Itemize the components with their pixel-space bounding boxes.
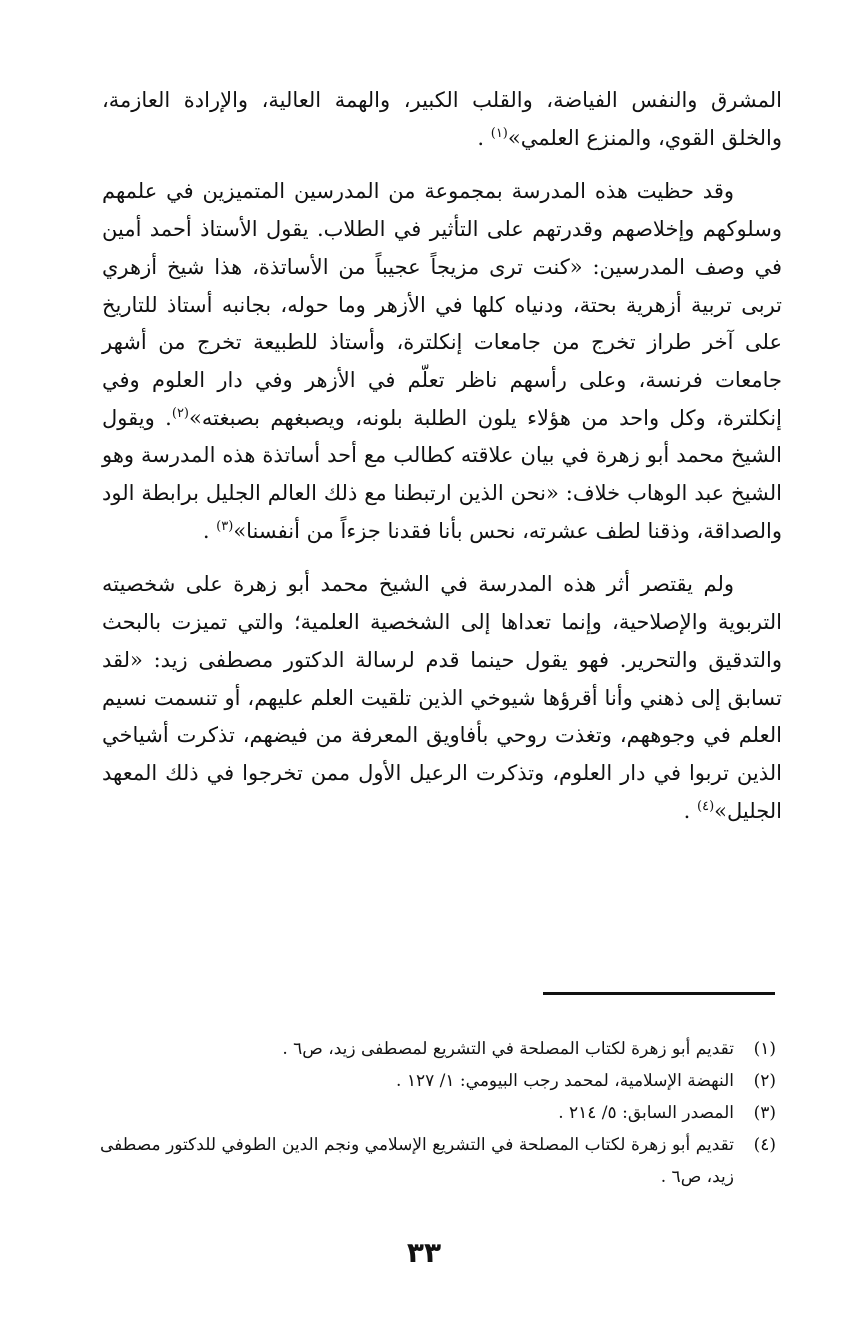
footnote-text: تقديم أبو زهرة لكتاب المصلحة في التشريع لمصطفى زيد، ص٦ . <box>282 1039 734 1059</box>
footnote-separator <box>543 992 775 995</box>
paragraph-2 <box>102 173 782 550</box>
paragraph-1 <box>102 82 782 157</box>
footnote-ref: (٢) <box>171 405 189 421</box>
footnote-item <box>100 1129 776 1193</box>
paragraph-text: المشرق والنفس الفياضة، والقلب الكبير، والهمة العالية، والإرادة العازمة، والخلق القوي، والمنزع العلمي» <box>102 88 782 150</box>
footnote-text: النهضة الإسلامية، لمحمد رجب البيومي: ١/ ١٢٧ . <box>396 1071 734 1091</box>
footnote-number: (٣) <box>753 1103 776 1123</box>
paragraph-text: وقد حظيت هذه المدرسة بمجموعة من المدرسين المتميزين في علمهم وسلوكهم وإخلاصهم وقدرتهم على التأثير في الطلاب. يقول الأستاذ أحمد أمين في وصف المدرسين: «كنت ترى مزيجاً عجيباً من الأساتذة، هذا شيخ أزهري تربى تربية أزهرية بحتة، ودنياه كلها في الأزهر وما حوله، بجانبه أستاذ للتاريخ على آخر طراز تخرج من جامعات إنكلترة، وأستاذ للطبيعة تخرج من أشهر جامعات فرنسة، وعلى رأسهم ناظر تعلّم في الأزهر وفي دار العلوم وفي إنكلترة، وكل واحد من هؤلاء يلون الطلبة بلونه، ويصبغهم بصبغته» <box>102 179 782 430</box>
paragraph-text-continued: . ويقول الشيخ محمد أبو زهرة في بيان علاقته كطالب مع أحد أساتذة هذه المدرسة وهو الشيخ عبد الوهاب خلاف: «نحن الذين ارتبطنا مع ذلك العالم الجليل برابطة الود والصداقة، وذقنا لطف عشرته، نحس بأنا فقدنا جزءاً من أنفسنا» <box>102 405 782 543</box>
footnotes <box>100 1033 776 1193</box>
main-text <box>102 82 782 830</box>
footnote-number: (٢) <box>753 1071 776 1091</box>
paragraph-end: . <box>683 798 698 823</box>
paragraph-end: . <box>202 518 217 543</box>
paragraph-text: ولم يقتصر أثر هذه المدرسة في الشيخ محمد أبو زهرة على شخصيته التربوية والإصلاحية، وإنما تعداها إلى الشخصية العلمية؛ والتي تميزت بالبحث والتدقيق والتحرير. فهو يقول حينما قدم لرسالة الدكتور مصطفى زيد: «لقد تسابق إلى ذهني وأنا أقرؤها شيوخي الذين تلقيت العلم عليهم، أو تنسمت نسيم العلم في وجوههم، وتغذت روحي بأفاويق المعرفة من فيضهم، تذكرت أشياخي الذين تربوا في دار العلوم، وتذكرت الرعيل الأول ممن تخرجوا في ذلك المعهد الجليل» <box>102 572 782 823</box>
footnote-item <box>100 1097 776 1129</box>
footnote-number: (١) <box>753 1039 776 1059</box>
footnote-ref: (٣) <box>216 518 234 534</box>
paragraph-3 <box>102 566 782 830</box>
footnote-text: تقديم أبو زهرة لكتاب المصلحة في التشريع الإسلامي ونجم الدين الطوفي للدكتور مصطفى زيد، ص٦ . <box>100 1135 734 1187</box>
paragraph-end: . <box>477 125 491 150</box>
footnote-ref: (٤) <box>697 798 715 814</box>
page-number: ٣٣ <box>406 1236 442 1269</box>
footnote-number: (٤) <box>753 1135 776 1155</box>
footnote-ref: (١) <box>490 125 508 141</box>
footnote-item <box>100 1065 776 1097</box>
footnote-item <box>100 1033 776 1065</box>
footnote-text: المصدر السابق: ٥/ ٢١٤ . <box>558 1103 734 1123</box>
